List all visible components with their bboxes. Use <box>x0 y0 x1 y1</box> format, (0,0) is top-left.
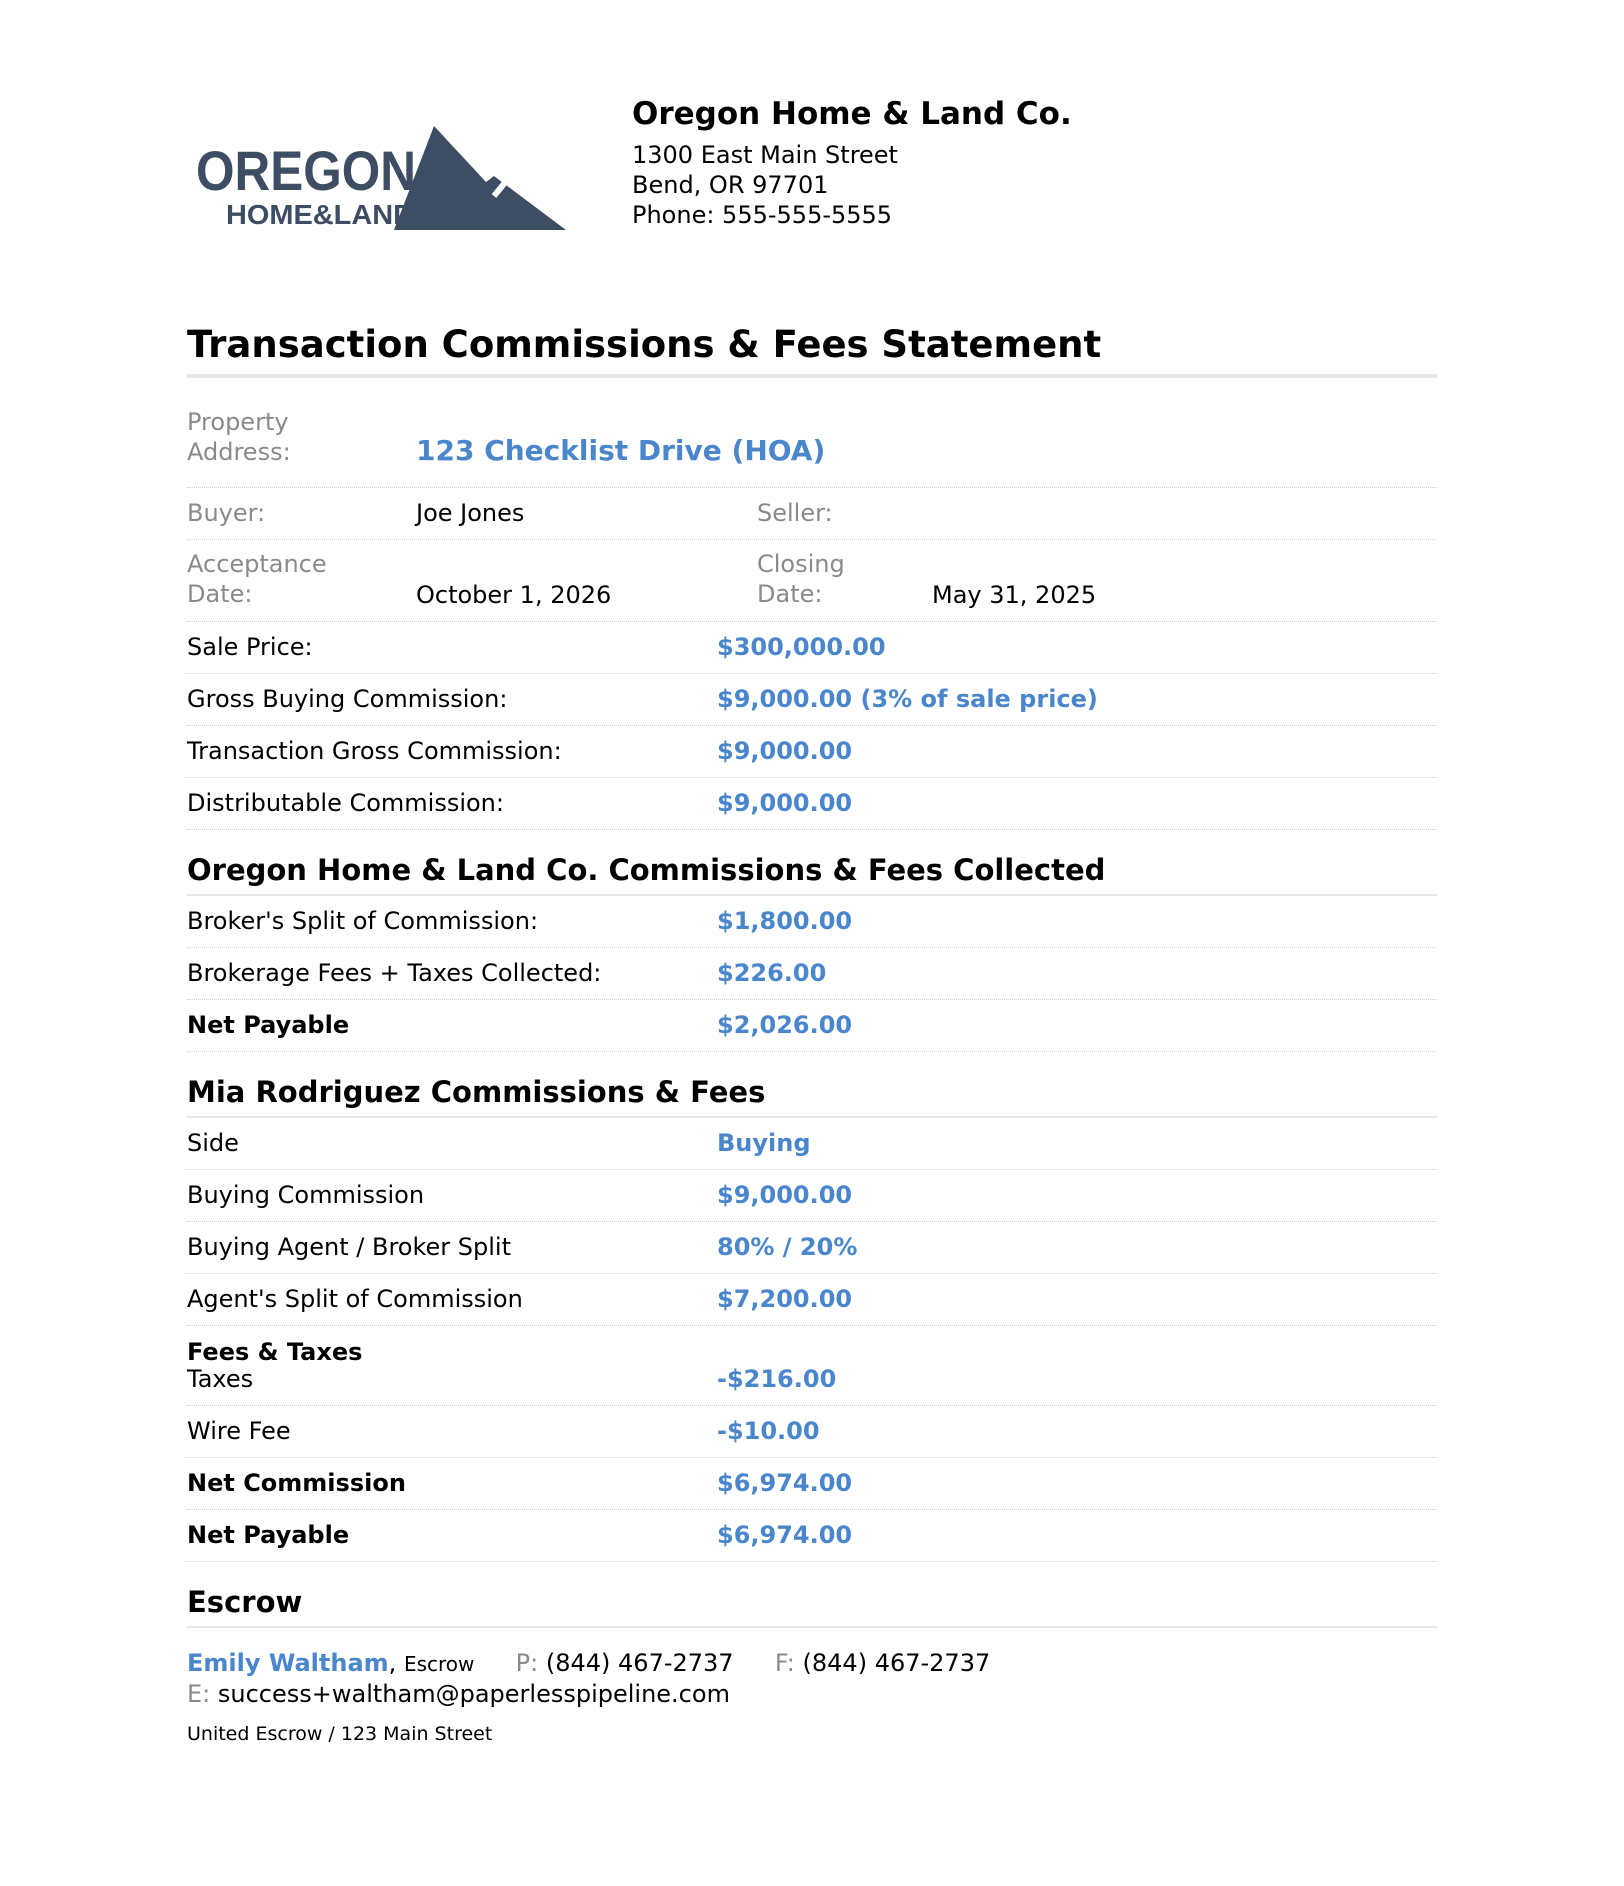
escrow-contact <box>187 1648 1437 1749</box>
escrow-contact-line-2 <box>187 1679 1437 1709</box>
escrow-heading: Escrow <box>187 1562 1437 1628</box>
agent-row-value: $9,000.00 <box>717 1181 853 1209</box>
summary-value: $300,000.00 <box>717 633 886 661</box>
agent-row-net-payable <box>187 1510 1437 1562</box>
parties-row <box>187 488 1437 540</box>
fee-label: Wire Fee <box>187 1417 291 1445</box>
buyer-label: Buyer: <box>187 499 266 527</box>
agent-row-split <box>187 1222 1437 1274</box>
escrow-office: United Escrow / 123 Main Street <box>187 1723 493 1745</box>
company-info <box>632 96 1072 230</box>
agent-row-value: 80% / 20% <box>717 1233 858 1261</box>
company-row-broker-split <box>187 896 1437 948</box>
property-row <box>187 378 1437 488</box>
escrow-phone-label: P: <box>515 1649 539 1677</box>
agent-total-label: Net Commission <box>187 1469 406 1497</box>
summary-label: Gross Buying Commission: <box>187 685 508 713</box>
agent-row-side <box>187 1118 1437 1170</box>
closing-date-label <box>757 549 932 609</box>
escrow-phone[interactable]: (844) 467-2737 <box>545 1649 734 1677</box>
summary-value: $9,000.00 (3% of sale price) <box>717 685 1098 713</box>
company-row-value: $1,800.00 <box>717 907 853 935</box>
acceptance-label-line-2: Date: <box>187 580 253 608</box>
fee-label: Taxes <box>187 1365 254 1393</box>
closing-label-line-1: Closing <box>757 550 845 578</box>
summary-row-distributable-commission <box>187 778 1437 830</box>
escrow-contact-line-1 <box>187 1648 1437 1679</box>
acceptance-label-line-1: Acceptance <box>187 550 327 578</box>
agent-row-agent-split <box>187 1274 1437 1326</box>
fee-value: -$10.00 <box>717 1417 820 1445</box>
agent-row-value: Buying <box>717 1129 811 1157</box>
agent-total-value: $6,974.00 <box>717 1469 853 1497</box>
closing-date: May 31, 2025 <box>932 581 1097 609</box>
summary-label: Sale Price: <box>187 633 313 661</box>
buyer-name: Joe Jones <box>416 499 525 527</box>
summary-label: Transaction Gross Commission: <box>187 737 562 765</box>
escrow-fax: (844) 467-2737 <box>802 1649 991 1677</box>
company-row-label: Net Payable <box>187 1011 350 1039</box>
agent-section-heading: Mia Rodriguez Commissions & Fees <box>187 1052 1437 1118</box>
agent-row-net-commission <box>187 1458 1437 1510</box>
company-phone: Phone: 555-555-5555 <box>632 201 893 229</box>
acceptance-date-label <box>187 549 416 609</box>
escrow-contact-name[interactable]: Emily Waltham <box>187 1649 389 1677</box>
property-label-line-1: Property <box>187 408 289 436</box>
company-name: Oregon Home & Land Co. <box>632 96 1072 132</box>
company-row-label: Broker's Split of Commission: <box>187 907 539 935</box>
summary-row-gross-buying-commission <box>187 674 1437 726</box>
escrow-email-label: E: <box>187 1680 211 1708</box>
company-row-value: $2,026.00 <box>717 1011 853 1039</box>
summary-label: Distributable Commission: <box>187 789 504 817</box>
agent-row-label: Side <box>187 1129 239 1157</box>
agent-row-label: Agent's Split of Commission <box>187 1285 523 1313</box>
company-row-net-payable <box>187 1000 1437 1052</box>
fee-value: -$216.00 <box>717 1365 837 1393</box>
company-city: Bend, OR 97701 <box>632 171 829 199</box>
agent-row-label: Buying Commission <box>187 1181 425 1209</box>
agent-row-label: Buying Agent / Broker Split <box>187 1233 512 1261</box>
escrow-email[interactable]: success+waltham@paperlesspipeline.com <box>217 1680 730 1708</box>
property-label-line-2: Address: <box>187 438 291 466</box>
fee-row-wire-fee <box>187 1406 1437 1458</box>
agent-row-buying-commission <box>187 1170 1437 1222</box>
company-logo <box>194 126 572 234</box>
closing-label-line-2: Date: <box>757 580 823 608</box>
property-address: 123 Checklist Drive (HOA) <box>416 434 826 467</box>
summary-value: $9,000.00 <box>717 737 853 765</box>
property-label <box>187 407 416 467</box>
company-row-value: $226.00 <box>717 959 827 987</box>
agent-total-value: $6,974.00 <box>717 1521 853 1549</box>
fees-taxes-heading: Fees & Taxes <box>187 1338 363 1366</box>
company-street: 1300 East Main Street <box>632 141 898 169</box>
statement-body <box>187 320 1437 1749</box>
seller-label: Seller: <box>757 499 833 527</box>
fee-row-taxes <box>187 1366 1437 1406</box>
company-section-heading: Oregon Home & Land Co. Commissions & Fees Collected <box>187 830 1437 896</box>
escrow-contact-role: Escrow <box>403 1652 475 1676</box>
statement-title: Transaction Commissions & Fees Statement <box>187 320 1437 378</box>
agent-total-label: Net Payable <box>187 1521 350 1549</box>
logo-word-homeland: HOME&LAND <box>226 199 414 230</box>
summary-row-transaction-gross-commission <box>187 726 1437 778</box>
summary-value: $9,000.00 <box>717 789 853 817</box>
agent-row-value: $7,200.00 <box>717 1285 853 1313</box>
escrow-fax-label: F: <box>774 1649 795 1677</box>
summary-row-sale-price <box>187 622 1437 674</box>
company-row-label: Brokerage Fees + Taxes Collected: <box>187 959 602 987</box>
acceptance-date: October 1, 2026 <box>416 581 612 609</box>
dates-row <box>187 540 1437 622</box>
escrow-name-comma: , <box>388 1649 397 1677</box>
company-row-fees-taxes <box>187 948 1437 1000</box>
logo-word-oregon: OREGON <box>196 139 416 202</box>
